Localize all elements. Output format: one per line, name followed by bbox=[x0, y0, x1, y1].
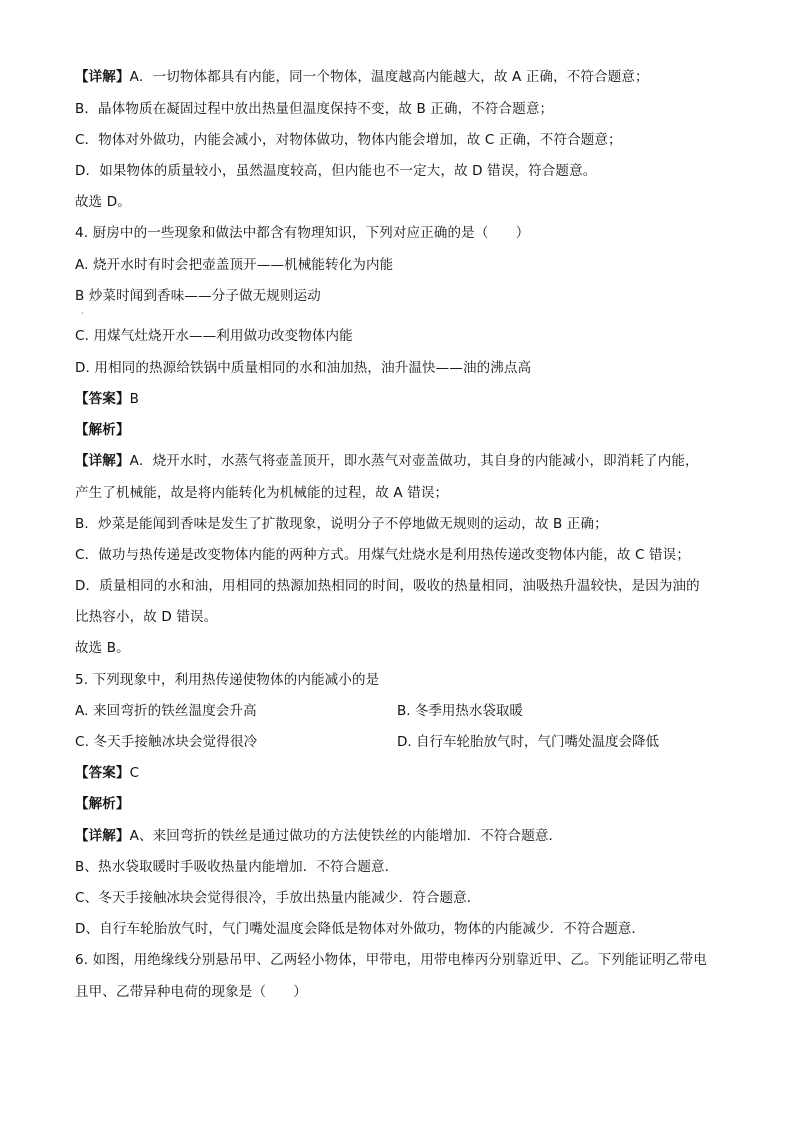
q5-option-d: D. 自行车轮胎放气时，气门嘴处温度会降低 bbox=[397, 734, 659, 750]
q6-stem-line-2: 且甲、乙带异种电荷的现象是（ ） bbox=[75, 984, 308, 1000]
q4-answer: B bbox=[129, 391, 140, 407]
q4-conclusion: 故选 B。 bbox=[75, 640, 130, 656]
q5-options-row-2 bbox=[75, 733, 257, 751]
q4-stem: 4. 厨房中的一些现象和做法中都含有物理知识，下列对应正确的是（ ） bbox=[75, 225, 530, 241]
q4-detail-line-6: 比热容小，故 D 错误。 bbox=[75, 609, 218, 625]
detail-tag: 【详解】 bbox=[75, 69, 130, 85]
q3-conclusion: 故选 D。 bbox=[75, 194, 131, 210]
q5-answer: C bbox=[129, 765, 140, 781]
answer-tag: 【答案】 bbox=[75, 765, 130, 781]
q4-detail-line-3: B．炒菜是能闻到香味是发生了扩散现象，说明分子不停地做无规则的运动，故 B 正确； bbox=[75, 516, 608, 532]
q3-detail-text-a: A．一切物体都具有内能，同一个物体，温度越高内能越大，故 A 正确，不符合题意； bbox=[129, 69, 649, 85]
q3-detail-line-c: C．物体对外做功，内能会减小，对物体做功，物体内能会增加，故 C 正确，不符合题意； bbox=[75, 132, 622, 148]
q3-detail-line-1 bbox=[75, 68, 649, 86]
detail-tag: 【详解】 bbox=[75, 828, 130, 844]
q5-option-a: A. 来回弯折的铁丝温度会升高 bbox=[75, 703, 257, 719]
q4-option-b: B 炒菜时闻到香味——分子做无规则运动 bbox=[75, 288, 321, 304]
q3-detail-line-d: D．如果物体的质量较小，虽然温度较高，但内能也不一定大，故 D 错误，符合题意。 bbox=[75, 163, 597, 179]
q4-analysis-tag: 【解析】 bbox=[75, 422, 130, 438]
q3-detail-line-b: B．晶体物质在凝固过程中放出热量但温度保持不变，故 B 正确，不符合题意； bbox=[75, 101, 554, 117]
stray-dot: · bbox=[81, 309, 84, 318]
q4-detail-line-5: D．质量相同的水和油，用相同的热源加热相同的时间，吸收的热量相同，油吸热升温较快，是因为油的 bbox=[75, 578, 700, 594]
q5-detail-line-4: D、自行车轮胎放气时，气门嘴处温度会降低是物体对外做功，物体的内能减少．不符合题意． bbox=[75, 921, 646, 937]
q5-detail-line-3: C、冬天手接触冰块会觉得很冷，手放出热量内能减少．符合题意． bbox=[75, 890, 481, 906]
q5-options-row-1 bbox=[75, 702, 257, 720]
q5-option-c: C. 冬天手接触冰块会觉得很冷 bbox=[75, 734, 258, 750]
q5-answer-line bbox=[75, 764, 139, 782]
q4-detail-line-2: 产生了机械能，故是将内能转化为机械能的过程，故 A 错误； bbox=[75, 485, 449, 501]
q5-detail-line-2: B、热水袋取暖时手吸收热量内能增加．不符合题意． bbox=[75, 859, 399, 875]
q4-detail-text-1: A．烧开水时，水蒸气将壶盖顶开，即水蒸气对壶盖做功，其自身的内能减小，即消耗了内能， bbox=[129, 453, 699, 469]
q6-stem-line-1: 6. 如图，用绝缘线分别悬吊甲、乙两轻小物体，甲带电，用带电棒丙分别靠近甲、乙。下列能证明乙带电 bbox=[75, 952, 707, 968]
q4-answer-line bbox=[75, 390, 139, 408]
q5-analysis-tag: 【解析】 bbox=[75, 796, 130, 812]
q4-option-d: D. 用相同的热源给铁锅中质量相同的水和油加热，油升温快——油的沸点高 bbox=[75, 360, 532, 376]
q5-detail-line-1 bbox=[75, 827, 562, 845]
q5-detail-text-1: A、来回弯折的铁丝是通过做功的方法使铁丝的内能增加．不符合题意． bbox=[129, 828, 563, 844]
q4-option-c: C. 用煤气灶烧开水——利用做功改变物体内能 bbox=[75, 328, 353, 344]
q4-detail-line-1 bbox=[75, 452, 699, 470]
q4-detail-line-4: C．做功与热传递是改变物体内能的两种方式。用煤气灶烧水是利用热传递改变物体内能，故 C 错误； bbox=[75, 547, 690, 563]
q4-option-a: A. 烧开水时有时会把壶盖顶开——机械能转化为内能 bbox=[75, 257, 394, 273]
q5-option-b: B. 冬季用热水袋取暖 bbox=[397, 703, 523, 719]
answer-tag: 【答案】 bbox=[75, 391, 130, 407]
detail-tag: 【详解】 bbox=[75, 453, 130, 469]
q5-stem: 5. 下列现象中，利用热传递使物体的内能减小的是 bbox=[75, 672, 380, 688]
